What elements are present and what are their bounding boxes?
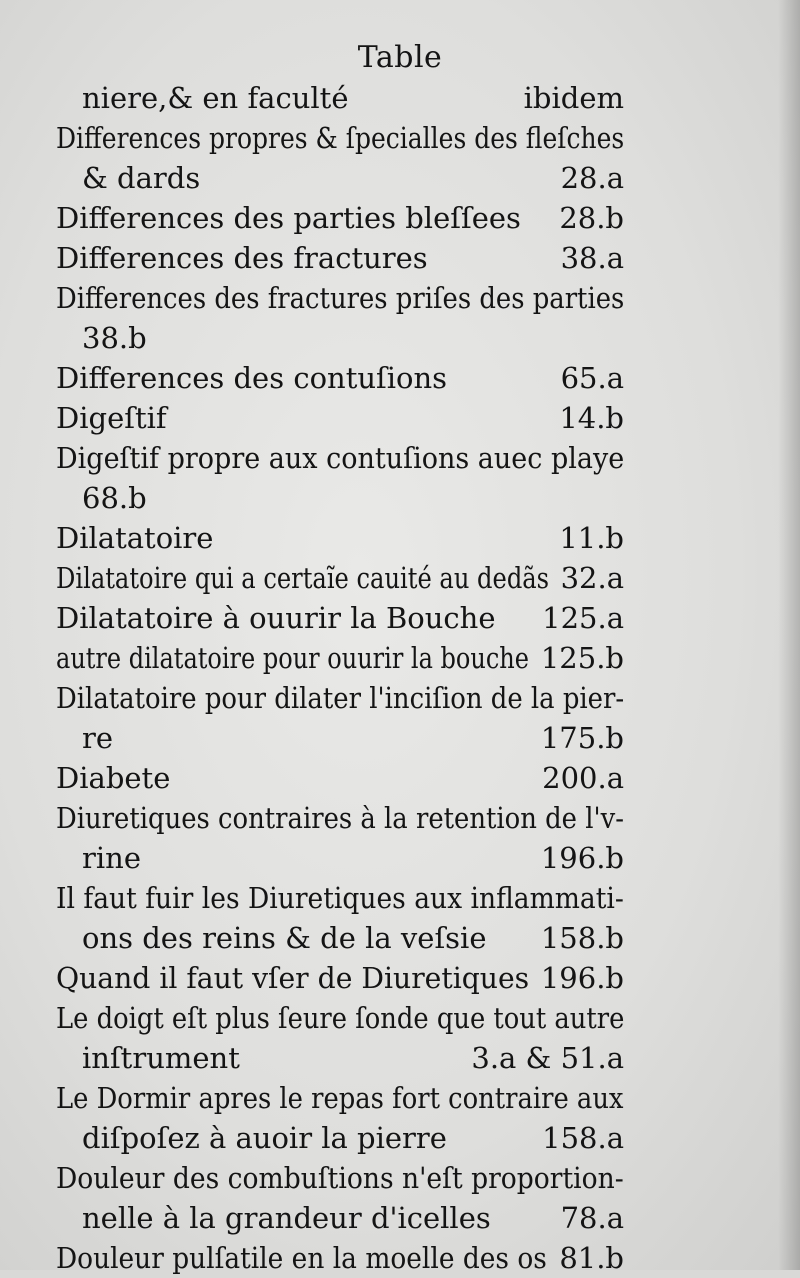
index-entry: [0, 878, 800, 918]
page-title: Table: [357, 40, 443, 75]
entry-page-ref: 32.a: [560, 561, 624, 595]
index-entry: [0, 238, 800, 278]
entry-page-ref: 38.a: [560, 241, 624, 275]
entry-text: Dilatatoire à ouurir la Bouche: [56, 601, 496, 635]
entry-text: Differences des contuſions: [56, 361, 448, 395]
index-entry: [0, 478, 800, 518]
entry-page-ref: 28.b: [559, 201, 624, 235]
entry-text: Diuretiques contraires à la retention de l'v-: [56, 801, 624, 835]
entry-page-ref: 3.a & 51.a: [471, 1041, 624, 1075]
entry-text: Digeſtif propre aux contuſions auec playe: [56, 441, 625, 475]
index-entry: [0, 798, 800, 838]
entry-text: Differences des parties bleſſees: [56, 201, 521, 235]
entry-text: Quand il faut vſer de Diuretiques: [56, 961, 530, 995]
index-entry: [0, 1198, 800, 1238]
index-entries: [0, 78, 800, 1278]
index-entry: [0, 358, 800, 398]
entry-text: Dilatatoire pour dilater l'inciſion de la pier-: [56, 681, 625, 715]
index-entry: [0, 1158, 800, 1198]
index-entry: [0, 398, 800, 438]
index-entry: [0, 838, 800, 878]
index-entry: [0, 638, 800, 678]
index-entry: [0, 518, 800, 558]
entry-text: Dilatatoire qui a certaĩe cauité au dedãs: [56, 561, 550, 595]
entry-page-ref: 28.a: [560, 161, 624, 195]
entry-text: Diabete: [56, 761, 171, 795]
entry-text: rine: [82, 841, 141, 875]
entry-text: Douleur des combuſtions n'eſt proportion-: [56, 1161, 624, 1195]
entry-page-ref: 14.b: [559, 401, 624, 435]
index-entry: [0, 598, 800, 638]
index-entry: [0, 278, 800, 318]
entry-text: 38.b: [82, 321, 147, 355]
entry-text: & dards: [82, 161, 201, 195]
entry-text: diſpoſez à auoir la pierre: [82, 1121, 447, 1155]
index-entry: [0, 438, 800, 478]
index-entry: [0, 1078, 800, 1118]
entry-text: 68.b: [82, 481, 147, 515]
entry-text: autre dilatatoire pour ouurir la bouche: [56, 641, 529, 675]
entry-page-ref: 78.a: [560, 1201, 624, 1235]
entry-text: Douleur pulſatile en la moelle des os: [56, 1241, 547, 1275]
entry-text: Differences des fractures: [56, 241, 428, 275]
index-entry: [0, 758, 800, 798]
index-entry: [0, 918, 800, 958]
entry-page-ref: 125.b: [540, 641, 624, 675]
entry-page-ref: 158.b: [540, 921, 624, 955]
entry-page-ref: 125.a: [542, 601, 624, 635]
entry-page-ref: 196.b: [540, 961, 624, 995]
entry-text: Dilatatoire: [56, 521, 214, 555]
index-entry: [0, 118, 800, 158]
entry-page-ref: 158.a: [542, 1121, 624, 1155]
entry-page-ref: 200.a: [542, 761, 624, 795]
entry-page-ref: 11.b: [559, 521, 624, 555]
entry-text: nelle à la grandeur d'icelles: [82, 1201, 491, 1235]
entry-text: Differences propres & ſpecialles des fleſches: [56, 121, 625, 155]
entry-text: Il faut fuir les Diuretiques aux inflammati-: [56, 881, 624, 915]
entry-text: niere,& en faculté: [82, 81, 349, 115]
index-entry: [0, 198, 800, 238]
index-entry: [0, 958, 800, 998]
entry-text: Differences des fractures priſes des parties: [56, 281, 625, 315]
entry-text: Le doigt eſt plus ſeure ſonde que tout autre: [56, 1001, 625, 1035]
entry-page-ref: ibidem: [523, 81, 624, 115]
entry-page-ref: 65.a: [560, 361, 624, 395]
entry-text: inſtrument: [82, 1041, 240, 1075]
entry-page-ref: 196.b: [540, 841, 624, 875]
entry-text: ons des reins & de la veſsie: [82, 921, 487, 955]
index-entry: [0, 1238, 800, 1278]
index-entry: [0, 1038, 800, 1078]
index-entry: [0, 1118, 800, 1158]
entry-text: Le Dormir apres le repas fort contraire aux: [56, 1081, 624, 1115]
index-entry: [0, 318, 800, 358]
index-entry: [0, 558, 800, 598]
entry-text: re: [82, 721, 114, 755]
entry-page-ref: 81.b: [559, 1241, 624, 1275]
index-entry: [0, 998, 800, 1038]
index-entry: [0, 678, 800, 718]
entry-text: Digeſtif: [56, 401, 167, 435]
index-entry: [0, 78, 800, 118]
index-entry: [0, 158, 800, 198]
index-entry: [0, 718, 800, 758]
entry-page-ref: 175.b: [540, 721, 624, 755]
